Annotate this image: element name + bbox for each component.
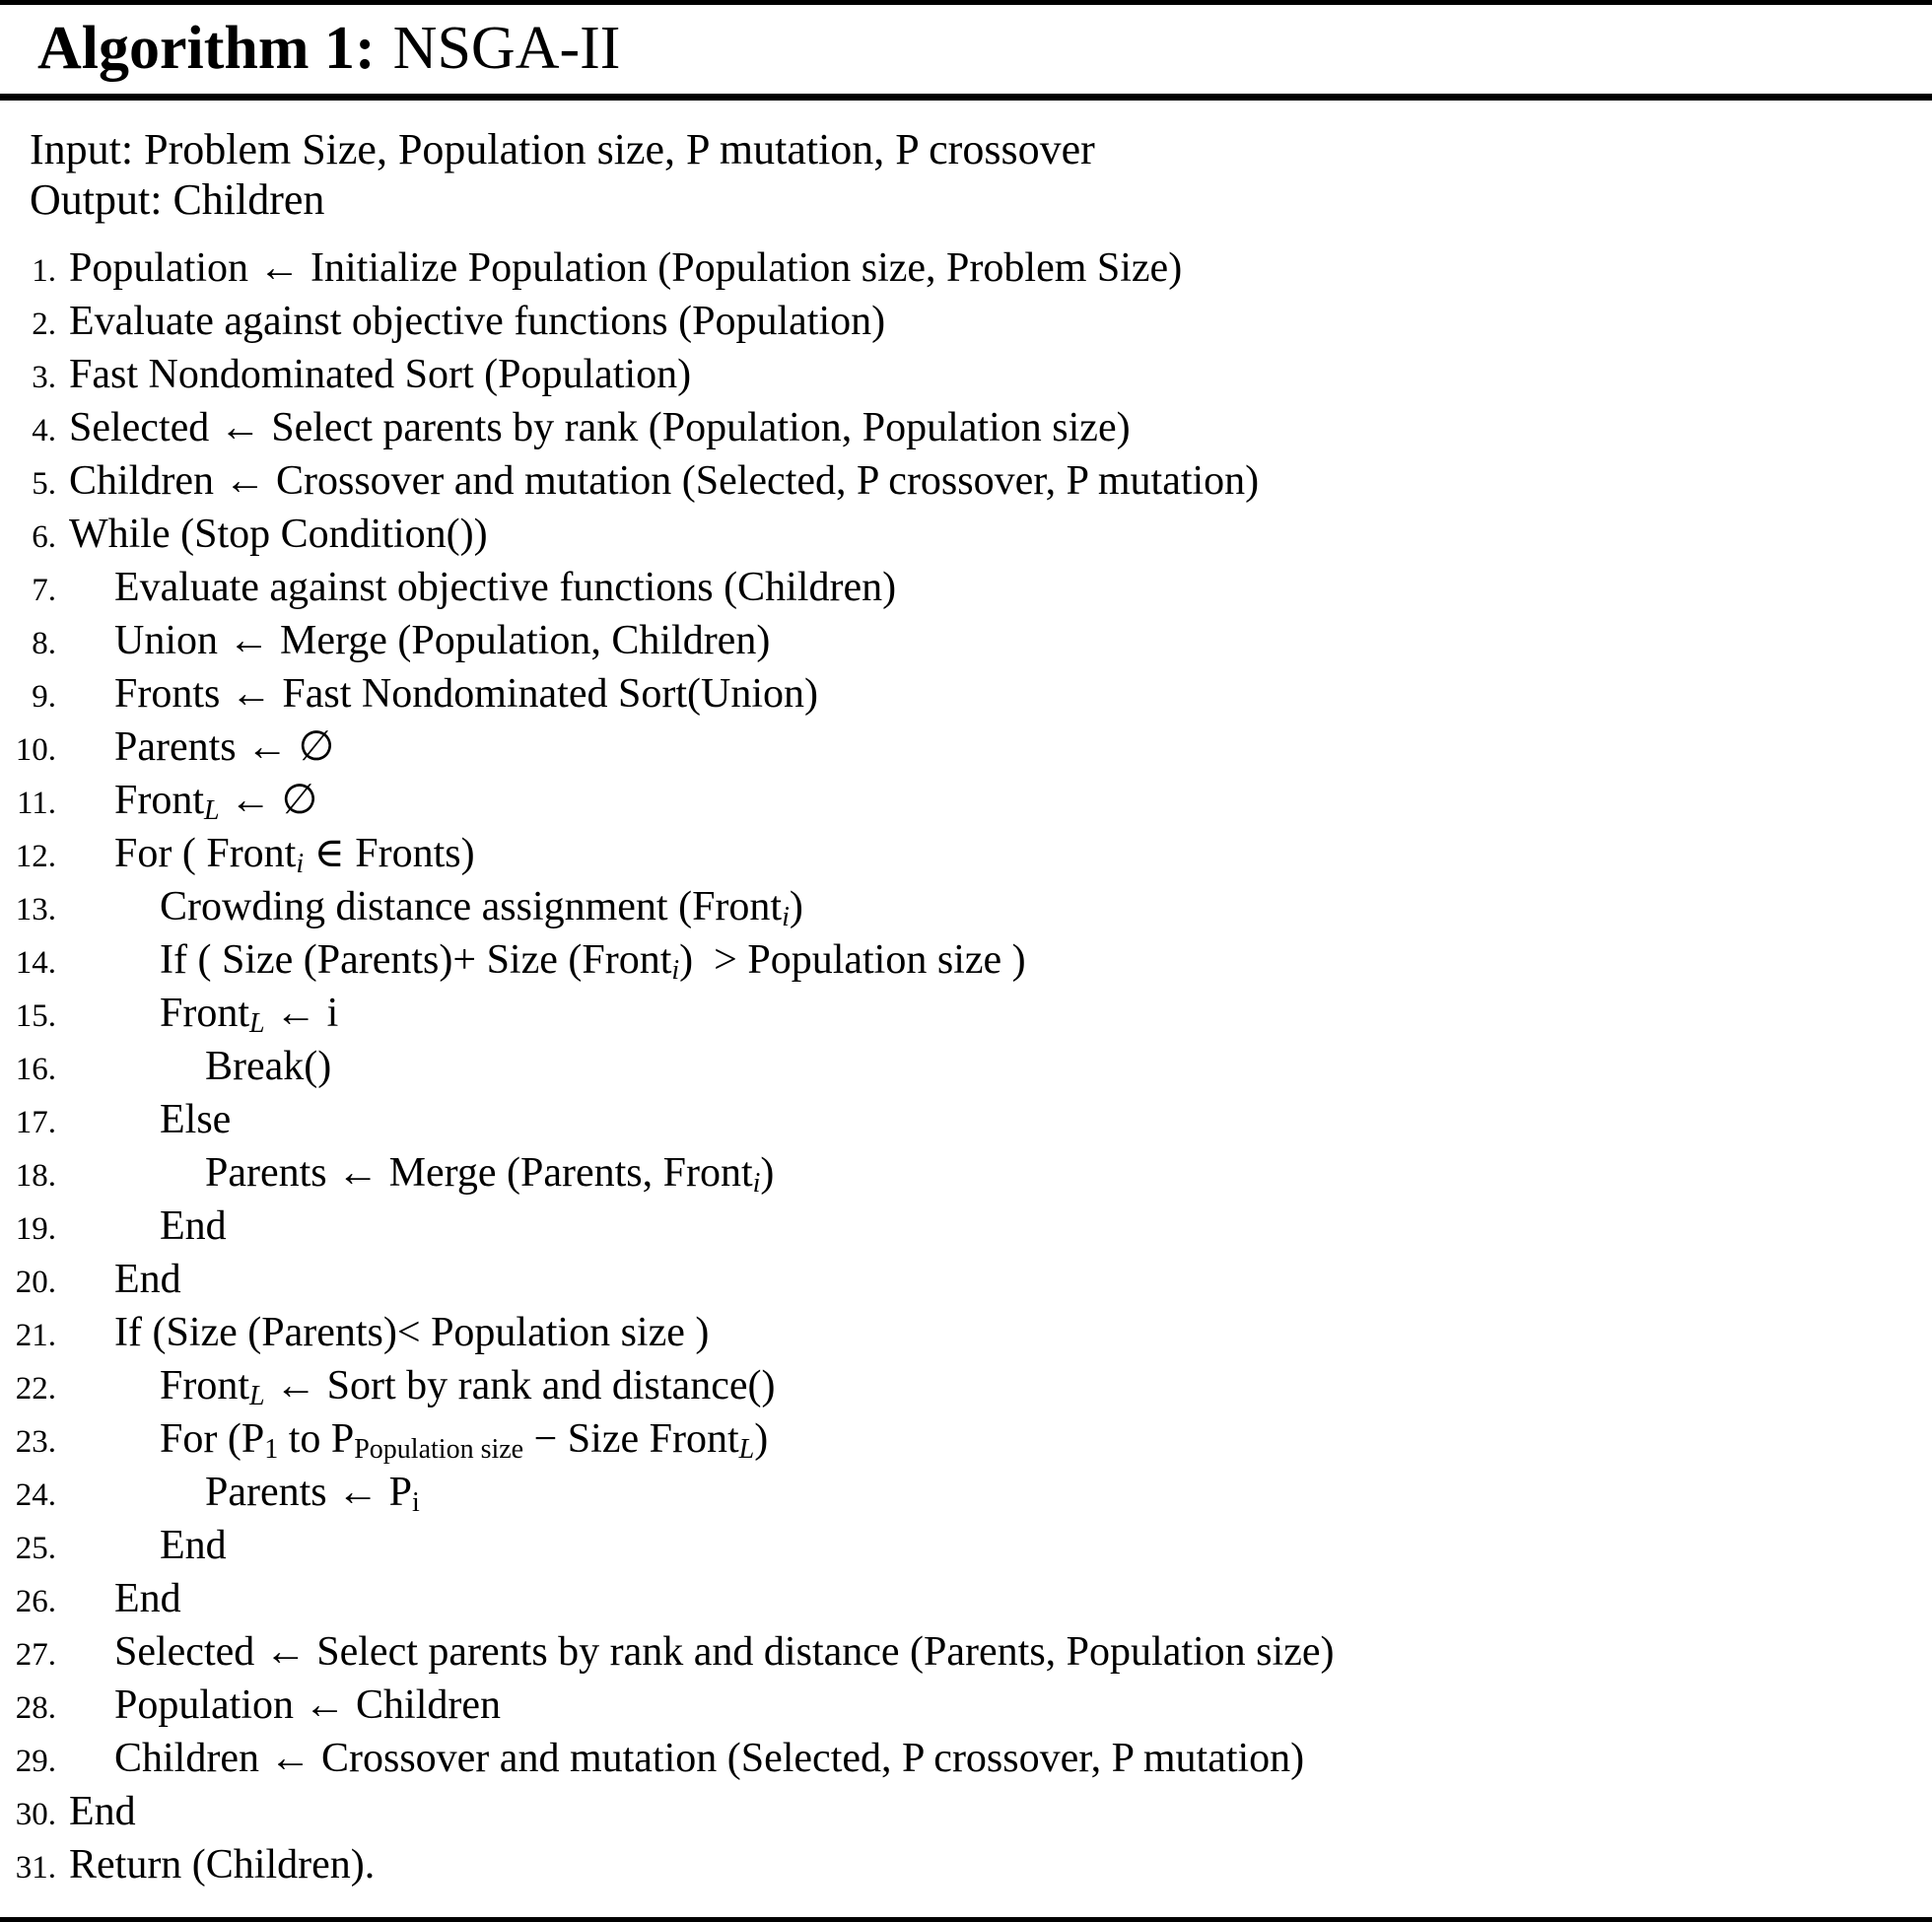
line-code: While (Stop Condition()) (69, 512, 488, 557)
line-number: 23. (15, 1424, 56, 1460)
subscript: Population size (354, 1434, 524, 1466)
algorithm-title: NSGA-II (392, 15, 621, 82)
subscript: L (249, 1381, 265, 1412)
algorithm-line-21 (0, 1306, 1932, 1359)
line-code: Fast Nondominated Sort (Population) (69, 352, 692, 397)
algorithm-line-30 (0, 1785, 1932, 1838)
subscript: i (671, 955, 680, 987)
line-number: 15. (15, 998, 56, 1034)
line-code: For ( Front$_i$ ∈ Fronts) (114, 831, 475, 880)
line-number: 13. (15, 892, 56, 927)
line-number: 6. (32, 519, 56, 555)
line-number: 16. (15, 1052, 56, 1087)
line-code: Front$_L$ ← Sort by rank and distance() (160, 1363, 776, 1412)
algorithm-line-6 (0, 508, 1932, 561)
line-code: End (114, 1257, 181, 1302)
algorithm-body (0, 101, 1932, 1891)
algorithm-header (0, 5, 1932, 94)
line-number: 27. (15, 1637, 56, 1673)
subscript: i (752, 1168, 761, 1200)
algorithm-line-14 (0, 933, 1932, 987)
line-number: 5. (32, 466, 56, 502)
subscript: L (204, 795, 220, 827)
algorithm-line-26 (0, 1572, 1932, 1625)
algorithm-line-4 (0, 401, 1932, 454)
algorithm-line-7 (0, 561, 1932, 614)
line-number: 29. (15, 1744, 56, 1779)
algorithm-line-27 (0, 1625, 1932, 1679)
algorithm-line-22 (0, 1359, 1932, 1412)
algorithm-line-11 (0, 774, 1932, 827)
line-code: End (160, 1203, 227, 1249)
line-number: 12. (15, 839, 56, 874)
line-number: 8. (32, 626, 56, 661)
line-number: 28. (15, 1690, 56, 1726)
algorithm-line-3 (0, 348, 1932, 401)
line-number: 24. (15, 1477, 56, 1513)
line-code: Population ← Initialize Population (Population size, Problem Size) (69, 245, 1183, 291)
algorithm-lines (0, 241, 1932, 1891)
line-code: End (160, 1523, 227, 1568)
header-rule (0, 94, 1932, 101)
algorithm-line-12 (0, 827, 1932, 880)
subscript: i (782, 902, 790, 933)
line-code: Population ← Children (114, 1682, 501, 1728)
line-code: Evaluate against objective functions (Population) (69, 299, 886, 344)
subscript: L (249, 1008, 265, 1040)
line-code: Union ← Merge (Population, Children) (114, 618, 771, 663)
line-number: 22. (15, 1371, 56, 1407)
algorithm-line-8 (0, 614, 1932, 667)
line-code: Children ← Crossover and mutation (Selected, P crossover, P mutation) (69, 458, 1260, 504)
algorithm-line-17 (0, 1093, 1932, 1146)
line-code: Selected ← Select parents by rank (Population, Population size) (69, 405, 1131, 450)
line-code: If ( Size (Parents)+ Size (Front$_i$) > Population size ) (160, 937, 1026, 987)
line-number: 21. (15, 1318, 56, 1353)
line-code: Evaluate against objective functions (Children) (114, 565, 897, 610)
line-code: Parents ← $P_i$ (205, 1470, 420, 1519)
algorithm-label: Algorithm 1: (37, 15, 376, 82)
line-code: Front$_L$ ← i (160, 991, 339, 1040)
line-code: If (Size (Parents)< Population size ) (114, 1310, 710, 1355)
line-number: 2. (32, 307, 56, 342)
line-code: Break() (205, 1044, 332, 1089)
algorithm-line-20 (0, 1253, 1932, 1306)
subscript: i (412, 1487, 420, 1519)
algorithm-line-28 (0, 1679, 1932, 1732)
line-code: Return (Children). (69, 1842, 376, 1888)
line-code: Selected ← Select parents by rank and distance (Parents, Population size) (114, 1629, 1335, 1675)
line-number: 26. (15, 1584, 56, 1619)
line-code: Children ← Crossover and mutation (Selected, P crossover, P mutation) (114, 1736, 1305, 1781)
algorithm-line-13 (0, 880, 1932, 933)
line-number: 19. (15, 1211, 56, 1247)
line-code: End (69, 1789, 136, 1834)
algorithm-line-10 (0, 721, 1932, 774)
line-number: 11. (16, 786, 56, 821)
algorithm-line-18 (0, 1146, 1932, 1200)
line-number: 18. (15, 1158, 56, 1194)
algorithm-line-19 (0, 1200, 1932, 1253)
line-number: 3. (32, 360, 56, 395)
line-number: 30. (15, 1797, 56, 1832)
line-number: 31. (15, 1850, 56, 1886)
algorithm-line-2 (0, 295, 1932, 348)
line-code: End (114, 1576, 181, 1621)
algorithm-line-9 (0, 667, 1932, 721)
line-code: Fronts ← Fast Nondominated Sort(Union) (114, 671, 818, 717)
algorithm-line-16 (0, 1040, 1932, 1093)
line-code: Front$_L$ ← ∅ (114, 778, 318, 827)
algorithm-line-25 (0, 1519, 1932, 1572)
output-line: Output: Children (30, 175, 325, 224)
line-number: 14. (15, 945, 56, 981)
algorithm-line-24 (0, 1466, 1932, 1519)
line-number: 25. (15, 1531, 56, 1566)
algorithm-line-5 (0, 454, 1932, 508)
line-number: 10. (15, 732, 56, 768)
line-number: 1. (32, 253, 56, 289)
algorithm-line-29 (0, 1732, 1932, 1785)
algorithm-line-1 (0, 241, 1932, 295)
subscript: 1 (264, 1434, 279, 1466)
subscript: i (296, 849, 305, 880)
line-number: 20. (15, 1265, 56, 1300)
subscript: L (738, 1434, 755, 1466)
line-number: 7. (32, 573, 56, 608)
algorithm-line-31 (0, 1838, 1932, 1891)
input-line: Input: Problem Size, Population size, P mutation, P crossover (30, 125, 1095, 173)
line-code: For ($P_1$ to $P_{Population size}$ − Size Front$_L$) (160, 1416, 769, 1466)
algorithm-line-23 (0, 1412, 1932, 1466)
line-code: Parents ← ∅ (114, 724, 335, 770)
line-number: 9. (32, 679, 56, 715)
line-number: 4. (32, 413, 56, 448)
line-code: Parents ← Merge (Parents, Front$_i$) (205, 1150, 775, 1200)
line-code: Crowding distance assignment (Front$_i$) (160, 884, 803, 933)
line-code: Else (160, 1097, 232, 1142)
line-number: 17. (15, 1105, 56, 1140)
bottom-rule (0, 1917, 1932, 1922)
algorithm-line-15 (0, 987, 1932, 1040)
